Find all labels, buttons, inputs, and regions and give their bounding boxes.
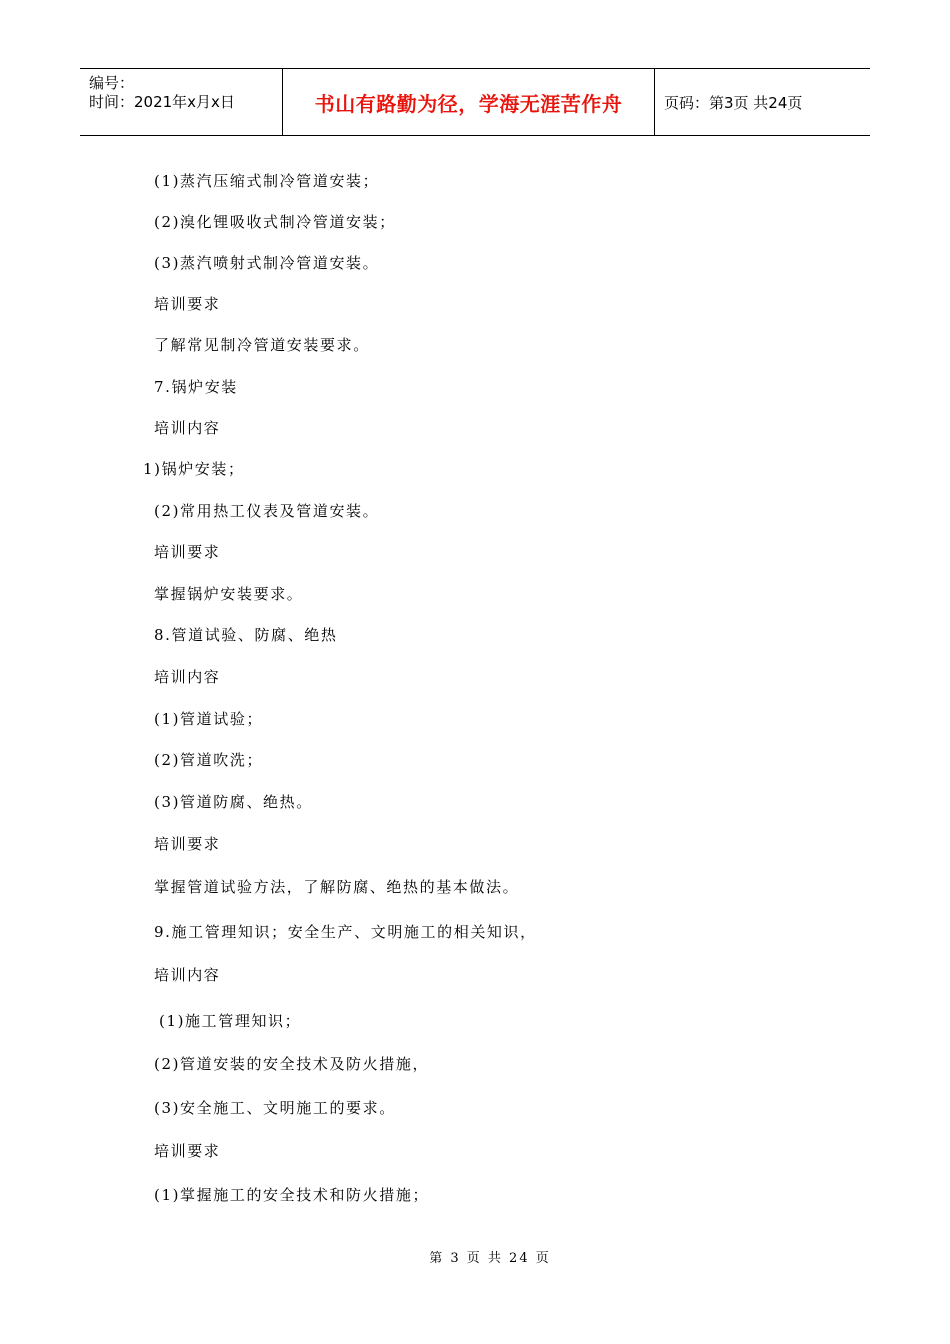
body-line: 1)锅炉安装； [143,460,245,478]
body-line: 掌握管道试验方法，了解防腐、绝热的基本做法。 [154,878,520,896]
section-subheading: 培训要求 [154,1142,221,1160]
body-line: (1)蒸汽压缩式制冷管道安装； [154,172,380,190]
body-line: (3)管道防腐、绝热。 [154,793,313,811]
body-line: (3)蒸汽喷射式制冷管道安装。 [154,254,380,272]
page-header [80,68,870,136]
body-line: (2)常用热工仪表及管道安装。 [154,502,380,520]
section-subheading: 培训内容 [154,966,221,984]
header-right-cell [655,69,870,135]
section-subheading: 培训要求 [154,295,221,313]
header-left-cell [80,69,282,135]
body-line: (3)安全施工、文明施工的要求。 [154,1099,396,1117]
body-line: (2)溴化锂吸收式制冷管道安装； [154,213,396,231]
page-footer: 第 3 页 共 24 页 [429,1251,551,1266]
body-line: (1)施工管理知识； [159,1012,302,1030]
section-subheading: 培训内容 [154,668,221,686]
body-line: (2)管道吹洗； [154,751,264,769]
section-heading: 8.管道试验、防腐、绝热 [154,626,338,644]
section-heading: 7.锅炉安装 [154,378,238,396]
body-line: (1)掌握施工的安全技术和防火措施； [154,1186,430,1204]
section-subheading: 培训要求 [154,543,221,561]
section-heading: 9.施工管理知识；安全生产、文明施工的相关知识， [154,923,537,941]
header-page-code: 页码：第3页 共24页 [664,93,803,112]
document-time-label: 时间：2021年x月x日 [89,93,235,111]
header-motto-cell [282,69,655,135]
body-line: (1)管道试验； [154,710,264,728]
header-motto: 书山有路勤为径，学海无涯苦作舟 [314,91,623,116]
body-line: (2)管道安装的安全技术及防火措施， [154,1055,430,1073]
document-number-label: 编号： [89,74,135,92]
body-line: 掌握锅炉安装要求。 [154,585,304,603]
body-line: 了解常见制冷管道安装要求。 [154,336,370,354]
section-subheading: 培训内容 [154,419,221,437]
section-subheading: 培训要求 [154,835,221,853]
